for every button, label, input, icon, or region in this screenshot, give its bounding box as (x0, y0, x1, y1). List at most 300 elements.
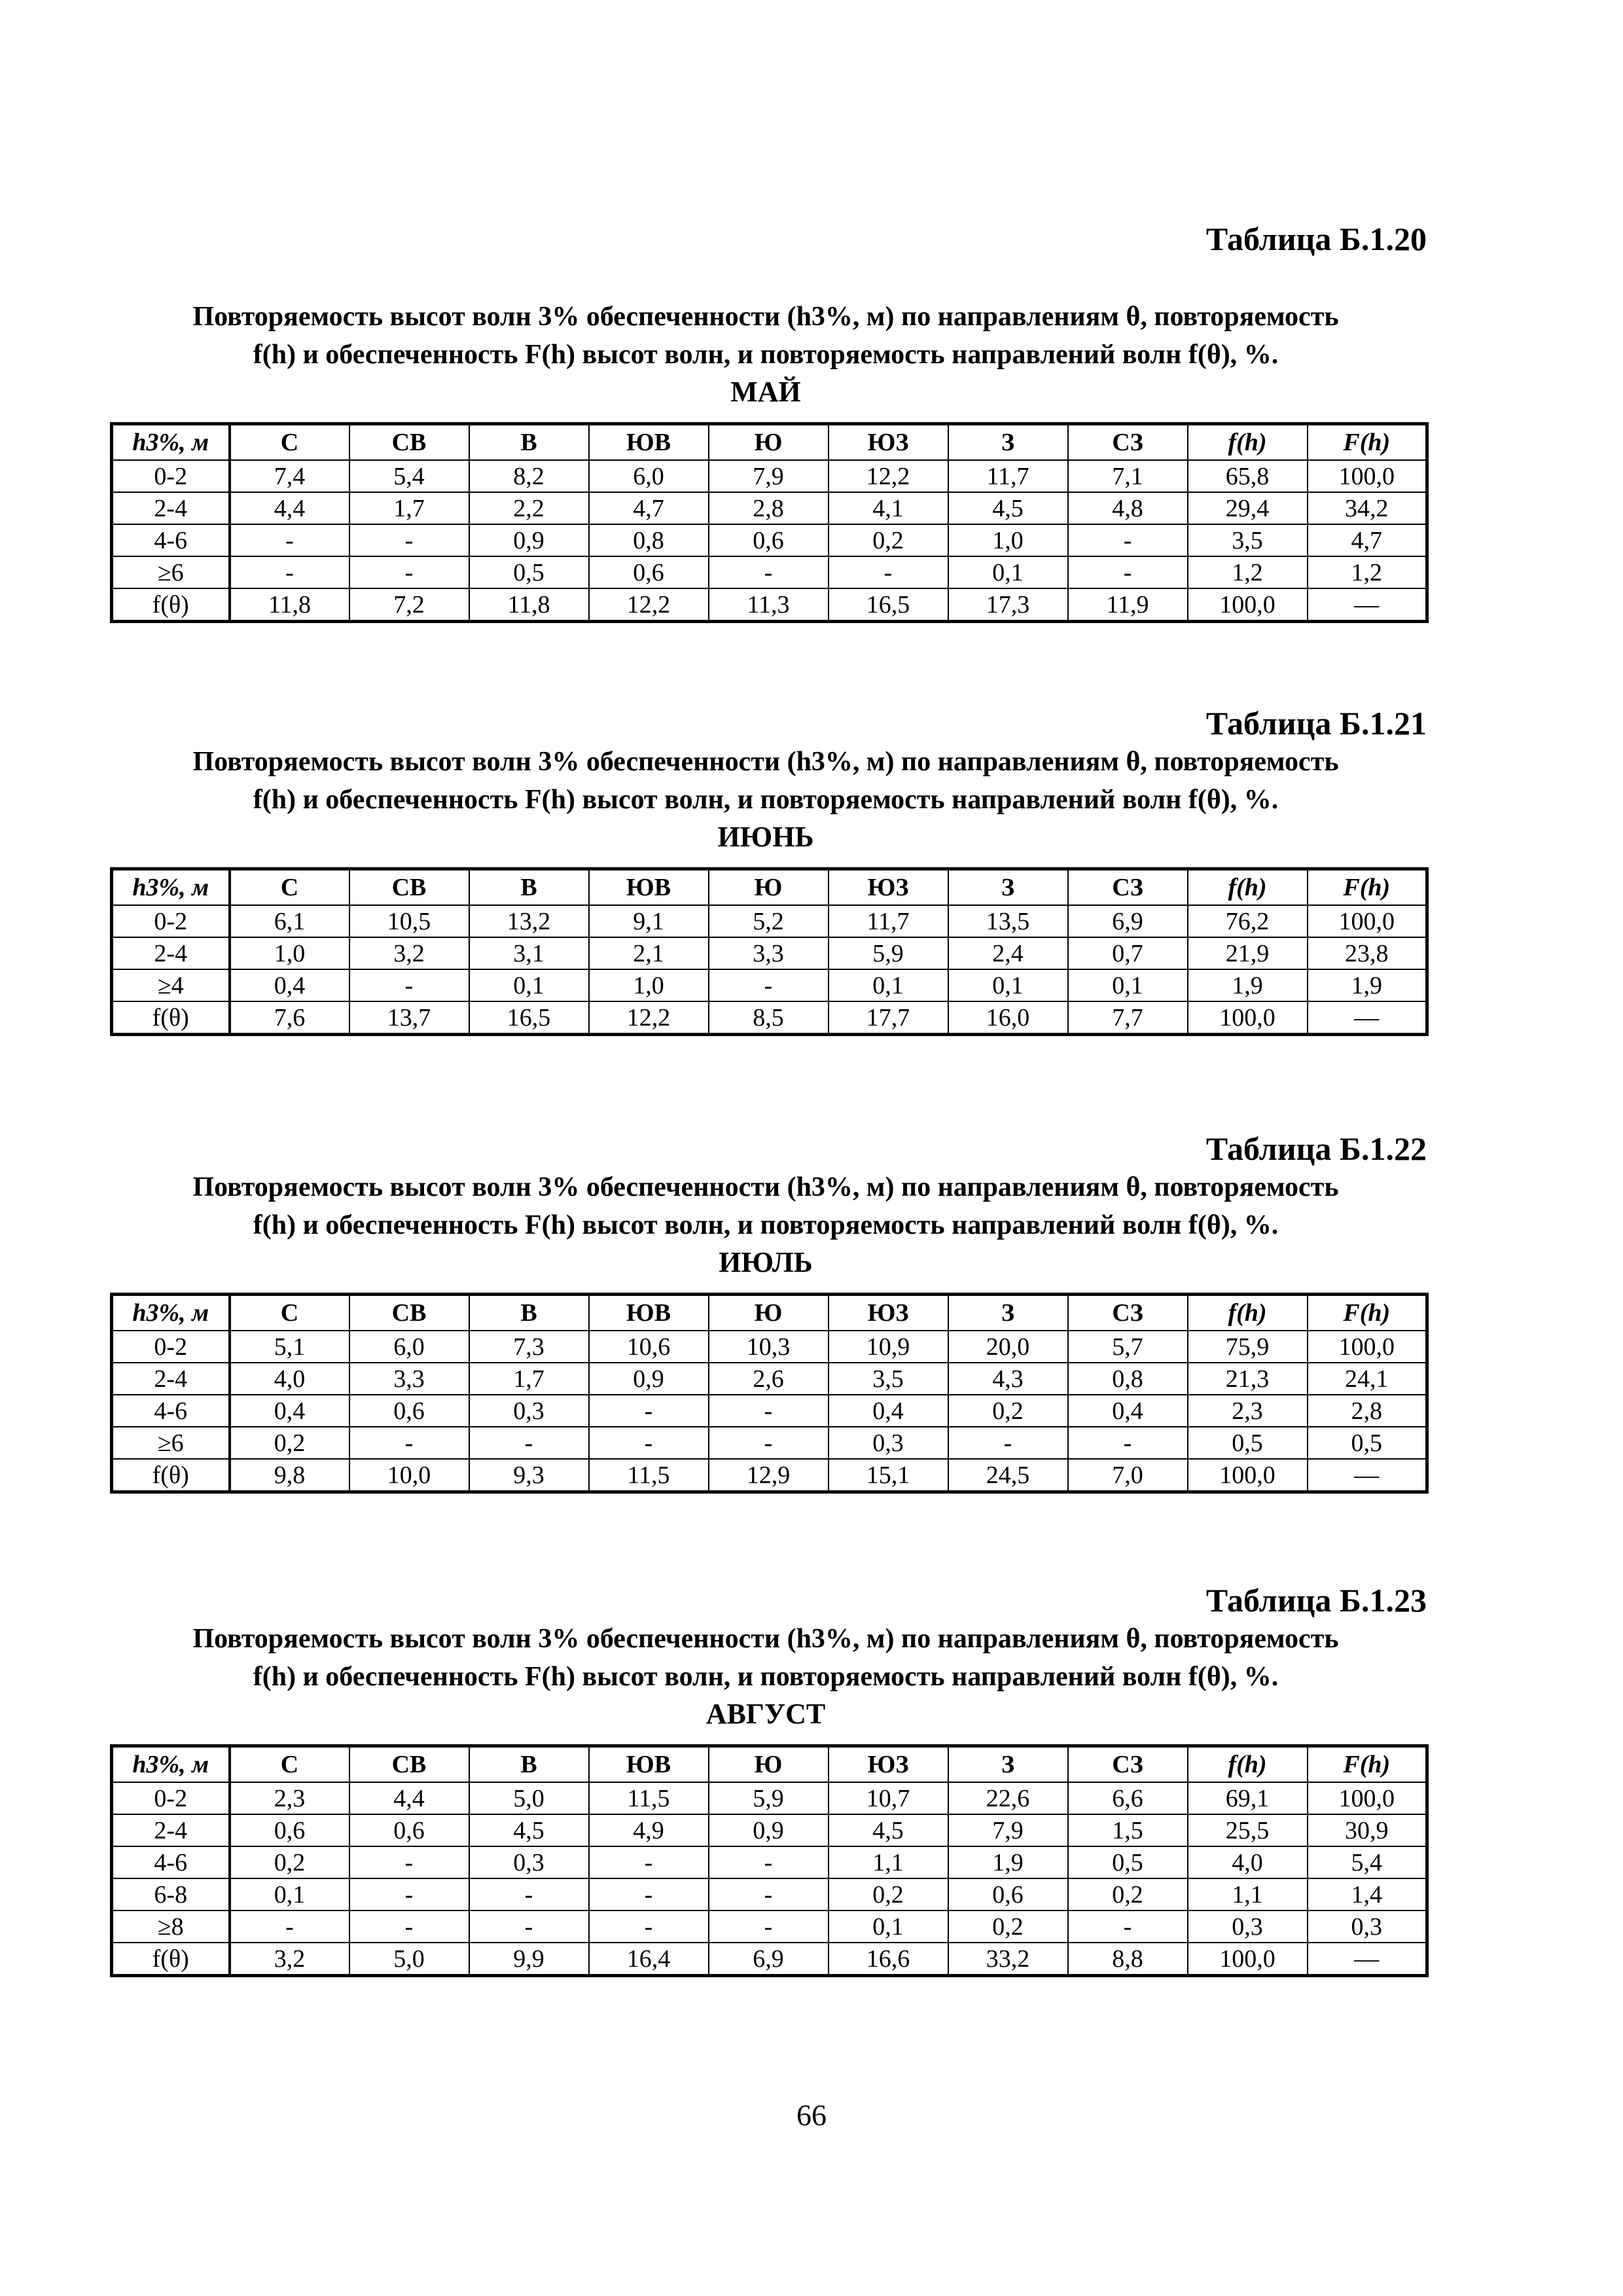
table-cell: 0,6 (349, 1395, 469, 1427)
table-cell: 7,9 (709, 460, 829, 492)
table-cell: 4,8 (1068, 492, 1188, 524)
table-header-row (112, 424, 1427, 461)
table-cell: 100,0 (1188, 1459, 1308, 1492)
table-cell: 1,7 (469, 1363, 589, 1395)
table-cell: 3,1 (469, 937, 589, 969)
column-header: З (948, 1295, 1068, 1331)
table-cell: - (829, 556, 948, 588)
table-row (112, 556, 1427, 588)
table-cell: 0,2 (948, 1910, 1068, 1943)
table-cell: 4,4 (230, 492, 349, 524)
table-cell: - (948, 1427, 1068, 1459)
table-cell: 16,6 (829, 1943, 948, 1976)
table-row (112, 1459, 1427, 1492)
table-cell: 76,2 (1188, 905, 1308, 937)
table-cell: - (349, 1910, 469, 1943)
table-cell: 1,0 (589, 969, 709, 1001)
table-cell: 6,1 (230, 905, 349, 937)
table-cell: 0,6 (589, 556, 709, 588)
column-header: СЗ (1068, 1295, 1188, 1331)
table-cell: 0,3 (1188, 1910, 1308, 1943)
table-cell: 5,9 (709, 1782, 829, 1814)
column-header: F(h) (1308, 424, 1427, 461)
column-header: С (230, 1295, 349, 1331)
table-cell: 9,3 (469, 1459, 589, 1492)
column-header: ЮЗ (829, 869, 948, 906)
column-header: С (230, 1746, 349, 1783)
table-cell: 100,0 (1188, 588, 1308, 622)
column-header: F(h) (1308, 1295, 1427, 1331)
table-row (112, 1943, 1427, 1976)
table-cell: 100,0 (1188, 1943, 1308, 1976)
table-cell: 0,4 (1068, 1395, 1188, 1427)
table-number: Таблица Б.1.22 (1205, 1130, 1427, 1167)
table-cell: 4,7 (589, 492, 709, 524)
table-cell: 0,2 (948, 1395, 1068, 1427)
table-cell: 0,3 (469, 1395, 589, 1427)
table-cell: 30,9 (1308, 1814, 1427, 1846)
column-header: СВ (349, 424, 469, 461)
caption-1 (105, 298, 1427, 410)
column-header: f(h) (1188, 424, 1308, 461)
row-label: 2-4 (112, 492, 230, 524)
table-cell: 0,5 (1188, 1427, 1308, 1459)
column-header: В (469, 424, 589, 461)
column-header: h3%, м (112, 424, 230, 461)
table-cell: 4,5 (469, 1814, 589, 1846)
table-cell: 100,0 (1308, 905, 1427, 937)
table-cell: - (709, 556, 829, 588)
table-cell: 5,1 (230, 1331, 349, 1363)
column-header: В (469, 869, 589, 906)
table-cell: - (709, 1878, 829, 1910)
table-cell: 0,3 (829, 1427, 948, 1459)
column-header: Ю (709, 424, 829, 461)
table-cell: 2,8 (709, 492, 829, 524)
table-cell: — (1308, 1943, 1427, 1976)
table-cell: 7,7 (1068, 1001, 1188, 1035)
column-header: f(h) (1188, 1295, 1308, 1331)
table-row (112, 524, 1427, 556)
caption-line-1: Повторяемость высот волн 3% обеспеченности (h3%, м) по направлениям θ, повторяемость (192, 1172, 1339, 1202)
table-cell: 0,1 (948, 969, 1068, 1001)
table-cell: 11,9 (1068, 588, 1188, 622)
column-header: ЮВ (589, 424, 709, 461)
table-cell: - (349, 1427, 469, 1459)
table-cell: 4,0 (1188, 1846, 1308, 1878)
table-row (112, 1363, 1427, 1395)
column-header: h3%, м (112, 1746, 230, 1783)
table-cell: 7,2 (349, 588, 469, 622)
caption-2 (105, 743, 1427, 855)
table-cell: 12,9 (709, 1459, 829, 1492)
table-cell: - (230, 524, 349, 556)
row-label: ≥8 (112, 1910, 230, 1943)
table-cell: - (1068, 524, 1188, 556)
table-cell: 0,9 (709, 1814, 829, 1846)
table-cell: 29,4 (1188, 492, 1308, 524)
table-cell: 1,9 (1188, 969, 1308, 1001)
table-cell: 5,2 (709, 905, 829, 937)
wave-table-june (110, 867, 1429, 1036)
table-cell: 6,6 (1068, 1782, 1188, 1814)
table-cell: 0,2 (230, 1846, 349, 1878)
row-label: 4-6 (112, 1846, 230, 1878)
column-header: Ю (709, 869, 829, 906)
table-cell: 0,1 (230, 1878, 349, 1910)
table-cell: 4,1 (829, 492, 948, 524)
table-cell: 1,0 (230, 937, 349, 969)
table-cell: - (589, 1910, 709, 1943)
row-label: 2-4 (112, 1363, 230, 1395)
table-row (112, 492, 1427, 524)
table-cell: 12,2 (829, 460, 948, 492)
table-number: Таблица Б.1.21 (1205, 705, 1427, 742)
row-label: f(θ) (112, 1459, 230, 1492)
row-label: 0-2 (112, 460, 230, 492)
table-cell: 16,0 (948, 1001, 1068, 1035)
page-number: 66 (796, 2098, 827, 2132)
caption-line-2: f(h) и обеспеченность F(h) высот волн, и повторяемость направлений волн f(θ), %. (253, 1662, 1279, 1692)
table-cell: 10,0 (349, 1459, 469, 1492)
table-row (112, 460, 1427, 492)
column-header: З (948, 424, 1068, 461)
table-cell: - (589, 1846, 709, 1878)
column-header: В (469, 1295, 589, 1331)
table-cell: 0,8 (1068, 1363, 1188, 1395)
table-cell: - (1068, 1427, 1188, 1459)
table-cell: 0,2 (1068, 1878, 1188, 1910)
column-header: С (230, 869, 349, 906)
table-cell: 1,2 (1188, 556, 1308, 588)
table-cell: 11,7 (829, 905, 948, 937)
table-cell: 9,9 (469, 1943, 589, 1976)
table-cell: - (469, 1427, 589, 1459)
table-cell: - (709, 969, 829, 1001)
table-cell: 0,3 (1308, 1910, 1427, 1943)
table-block-4 (105, 1581, 1427, 1620)
caption-line-1: Повторяемость высот волн 3% обеспеченности (h3%, м) по направлениям θ, повторяемость (192, 1624, 1339, 1654)
table-cell: 16,4 (589, 1943, 709, 1976)
table-row (112, 1782, 1427, 1814)
month-title: МАЙ (730, 376, 801, 408)
table-cell: - (349, 969, 469, 1001)
table-cell: - (349, 556, 469, 588)
table-cell: 11,3 (709, 588, 829, 622)
table-cell: - (709, 1846, 829, 1878)
table-cell: 65,8 (1188, 460, 1308, 492)
table-cell: 0,4 (829, 1395, 948, 1427)
table-cell: 10,5 (349, 905, 469, 937)
row-label: 4-6 (112, 524, 230, 556)
wave-table-august (110, 1744, 1429, 1977)
table-cell: - (709, 1395, 829, 1427)
row-label: 2-4 (112, 1814, 230, 1846)
table-cell: — (1308, 1459, 1427, 1492)
row-label: f(θ) (112, 588, 230, 622)
table-cell: - (1068, 1910, 1188, 1943)
table-cell: 0,6 (709, 524, 829, 556)
table-cell: — (1308, 588, 1427, 622)
column-header: СВ (349, 1746, 469, 1783)
table-row (112, 1001, 1427, 1035)
table-cell: 3,3 (709, 937, 829, 969)
table-cell: 3,5 (1188, 524, 1308, 556)
table-cell: 0,1 (829, 969, 948, 1001)
table-cell: 22,6 (948, 1782, 1068, 1814)
column-header: СВ (349, 1295, 469, 1331)
table-cell: 33,2 (948, 1943, 1068, 1976)
table-cell: - (709, 1910, 829, 1943)
table-cell: 5,4 (349, 460, 469, 492)
table-cell: 0,8 (589, 524, 709, 556)
table-header-row (112, 1746, 1427, 1783)
table-cell: - (469, 1878, 589, 1910)
table-cell: 4,5 (948, 492, 1068, 524)
caption-line-1: Повторяемость высот волн 3% обеспеченности (h3%, м) по направлениям θ, повторяемость (192, 302, 1339, 332)
table-cell: 0,1 (1068, 969, 1188, 1001)
table-cell: - (349, 1878, 469, 1910)
column-header: СЗ (1068, 1746, 1188, 1783)
table-cell: 0,1 (469, 969, 589, 1001)
caption-line-2: f(h) и обеспеченность F(h) высот волн, и повторяемость направлений волн f(θ), %. (253, 785, 1279, 815)
row-label: 0-2 (112, 905, 230, 937)
table-cell: 0,6 (349, 1814, 469, 1846)
column-header: F(h) (1308, 1746, 1427, 1783)
table-cell: 23,8 (1308, 937, 1427, 969)
row-label: 0-2 (112, 1782, 230, 1814)
table-cell: 0,2 (829, 1878, 948, 1910)
table-cell: 4,3 (948, 1363, 1068, 1395)
column-header: С (230, 424, 349, 461)
table-cell: 0,5 (469, 556, 589, 588)
table-cell: 5,4 (1308, 1846, 1427, 1878)
table-header-row (112, 869, 1427, 906)
table-cell: 5,0 (469, 1782, 589, 1814)
table-header-row (112, 1295, 1427, 1331)
table-cell: - (1068, 556, 1188, 588)
table-cell: - (589, 1395, 709, 1427)
table-cell: 2,8 (1308, 1395, 1427, 1427)
table-cell: 69,1 (1188, 1782, 1308, 1814)
table-cell: 0,9 (469, 524, 589, 556)
table-cell: 6,0 (349, 1331, 469, 1363)
table-cell: 7,0 (1068, 1459, 1188, 1492)
table-cell: 25,5 (1188, 1814, 1308, 1846)
table-row (112, 1814, 1427, 1846)
table-cell: 0,5 (1308, 1427, 1427, 1459)
caption-line-2: f(h) и обеспеченность F(h) высот волн, и повторяемость направлений волн f(θ), %. (253, 1210, 1279, 1240)
table-cell: 13,2 (469, 905, 589, 937)
table-cell: 16,5 (469, 1001, 589, 1035)
table-row (112, 969, 1427, 1001)
row-label: ≥6 (112, 556, 230, 588)
table-cell: 0,6 (948, 1878, 1068, 1910)
table-cell: 20,0 (948, 1331, 1068, 1363)
table-number: Таблица Б.1.20 (1205, 221, 1427, 257)
table-cell: 9,1 (589, 905, 709, 937)
table-cell: 0,7 (1068, 937, 1188, 969)
column-header: ЮЗ (829, 1746, 948, 1783)
month-title: АВГУСТ (705, 1698, 826, 1730)
table-cell: 7,4 (230, 460, 349, 492)
table-cell: 100,0 (1308, 1782, 1427, 1814)
table-cell: - (230, 556, 349, 588)
caption-line-2: f(h) и обеспеченность F(h) высот волн, и повторяемость направлений волн f(θ), %. (253, 340, 1279, 370)
table-cell: 17,7 (829, 1001, 948, 1035)
table-cell: 6,0 (589, 460, 709, 492)
table-cell: - (709, 1427, 829, 1459)
table-cell: 0,4 (230, 969, 349, 1001)
table-cell: 1,1 (829, 1846, 948, 1878)
table-cell: 1,2 (1308, 556, 1427, 588)
table-cell: - (469, 1910, 589, 1943)
month-title: ИЮЛЬ (719, 1246, 813, 1278)
column-header: F(h) (1308, 869, 1427, 906)
row-label: 4-6 (112, 1395, 230, 1427)
table-cell: 11,5 (589, 1782, 709, 1814)
table-cell: 11,7 (948, 460, 1068, 492)
table-row (112, 1395, 1427, 1427)
row-label: 2-4 (112, 937, 230, 969)
column-header: СЗ (1068, 869, 1188, 906)
wave-table-july (110, 1293, 1429, 1494)
row-label: 0-2 (112, 1331, 230, 1363)
table-cell: 10,9 (829, 1331, 948, 1363)
table-cell: 7,6 (230, 1001, 349, 1035)
table-block-3 (105, 1129, 1427, 1168)
table-cell: 75,9 (1188, 1331, 1308, 1363)
table-cell: 3,5 (829, 1363, 948, 1395)
table-cell: 3,3 (349, 1363, 469, 1395)
table-cell: 6,9 (709, 1943, 829, 1976)
table-cell: 0,5 (1068, 1846, 1188, 1878)
table-row (112, 1910, 1427, 1943)
table-cell: - (589, 1878, 709, 1910)
table-block-2 (105, 704, 1427, 743)
row-label: 6-8 (112, 1878, 230, 1910)
table-cell: 12,2 (589, 1001, 709, 1035)
table-number: Таблица Б.1.23 (1205, 1582, 1427, 1619)
table-cell: 1,9 (948, 1846, 1068, 1878)
table-cell: 4,7 (1308, 524, 1427, 556)
table-cell: 100,0 (1188, 1001, 1308, 1035)
table-cell: 12,2 (589, 588, 709, 622)
column-header: f(h) (1188, 1746, 1308, 1783)
table-cell: 1,7 (349, 492, 469, 524)
table-cell: 10,7 (829, 1782, 948, 1814)
table-row (112, 1878, 1427, 1910)
table-cell: 0,4 (230, 1395, 349, 1427)
wave-table-may (110, 422, 1429, 623)
table-cell: 6,9 (1068, 905, 1188, 937)
caption-4 (105, 1620, 1427, 1732)
table-block-1 (105, 219, 1427, 259)
table-cell: 100,0 (1308, 460, 1427, 492)
table-cell: 13,5 (948, 905, 1068, 937)
table-cell: - (349, 1846, 469, 1878)
table-cell: 15,1 (829, 1459, 948, 1492)
table-cell: 3,2 (230, 1943, 349, 1976)
table-cell: 2,1 (589, 937, 709, 969)
table-cell: 10,6 (589, 1331, 709, 1363)
table-row (112, 905, 1427, 937)
caption-3 (105, 1168, 1427, 1281)
table-cell: 4,4 (349, 1782, 469, 1814)
table-cell: 4,5 (829, 1814, 948, 1846)
table-cell: 2,2 (469, 492, 589, 524)
column-header: ЮВ (589, 1746, 709, 1783)
table-cell: 11,5 (589, 1459, 709, 1492)
table-cell: 0,9 (589, 1363, 709, 1395)
table-cell: 100,0 (1308, 1331, 1427, 1363)
table-cell: - (230, 1910, 349, 1943)
table-cell: 1,0 (948, 524, 1068, 556)
table-cell: 1,5 (1068, 1814, 1188, 1846)
month-title: ИЮНЬ (717, 821, 814, 853)
table-cell: - (349, 524, 469, 556)
table-cell: 0,1 (829, 1910, 948, 1943)
table-cell: 4,0 (230, 1363, 349, 1395)
table-cell: 10,3 (709, 1331, 829, 1363)
table-cell: 13,7 (349, 1001, 469, 1035)
table-cell: 16,5 (829, 588, 948, 622)
table-cell: 0,2 (829, 524, 948, 556)
table-cell: 7,3 (469, 1331, 589, 1363)
table-cell: 1,4 (1308, 1878, 1427, 1910)
column-header: Ю (709, 1746, 829, 1783)
row-label: f(θ) (112, 1001, 230, 1035)
table-cell: 5,0 (349, 1943, 469, 1976)
table-cell: 8,2 (469, 460, 589, 492)
table-cell: 1,1 (1188, 1878, 1308, 1910)
column-header: З (948, 869, 1068, 906)
column-header: h3%, м (112, 869, 230, 906)
table-cell: 21,9 (1188, 937, 1308, 969)
row-label: ≥6 (112, 1427, 230, 1459)
table-cell: 5,7 (1068, 1331, 1188, 1363)
table-cell: 24,1 (1308, 1363, 1427, 1395)
table-cell: - (589, 1427, 709, 1459)
table-row (112, 1427, 1427, 1459)
column-header: ЮВ (589, 869, 709, 906)
column-header: ЮЗ (829, 424, 948, 461)
table-cell: 7,9 (948, 1814, 1068, 1846)
column-header: В (469, 1746, 589, 1783)
table-cell: 2,3 (230, 1782, 349, 1814)
table-row (112, 588, 1427, 622)
table-cell: 8,8 (1068, 1943, 1188, 1976)
column-header: Ю (709, 1295, 829, 1331)
table-cell: 11,8 (230, 588, 349, 622)
table-cell: 5,9 (829, 937, 948, 969)
table-cell: 8,5 (709, 1001, 829, 1035)
row-label: ≥4 (112, 969, 230, 1001)
column-header: З (948, 1746, 1068, 1783)
table-cell: 2,4 (948, 937, 1068, 969)
column-header: h3%, м (112, 1295, 230, 1331)
table-cell: 0,3 (469, 1846, 589, 1878)
table-cell: 11,8 (469, 588, 589, 622)
column-header: f(h) (1188, 869, 1308, 906)
table-cell: 34,2 (1308, 492, 1427, 524)
caption-line-1: Повторяемость высот волн 3% обеспеченности (h3%, м) по направлениям θ, повторяемость (192, 747, 1339, 777)
table-cell: 0,1 (948, 556, 1068, 588)
table-cell: 7,1 (1068, 460, 1188, 492)
table-cell: — (1308, 1001, 1427, 1035)
row-label: f(θ) (112, 1943, 230, 1976)
table-cell: 17,3 (948, 588, 1068, 622)
